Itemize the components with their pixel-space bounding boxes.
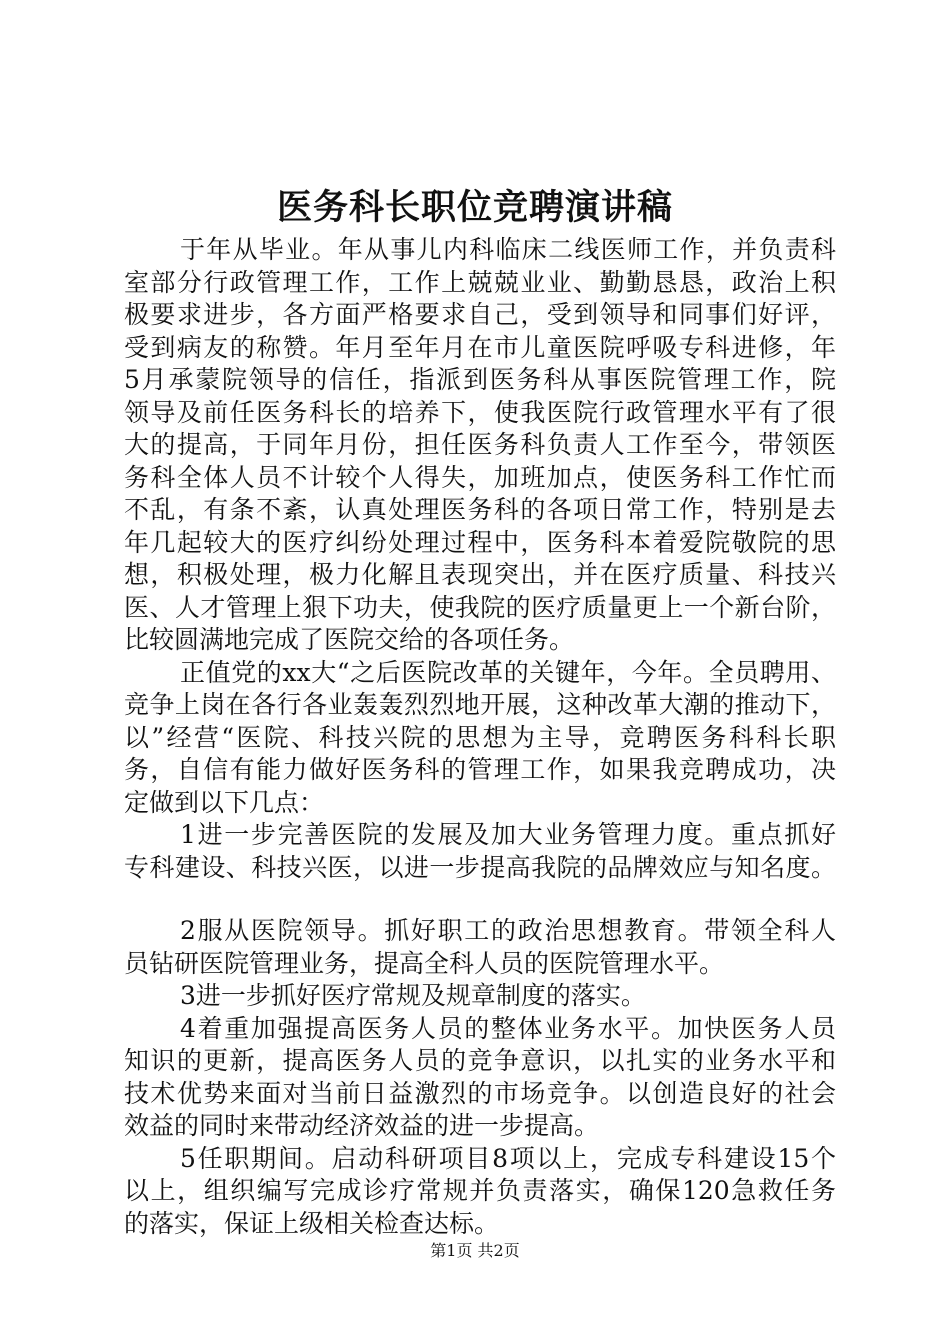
text-line: 领导及前任医务科长的培养下，使我医院行政管理水平有了很 [124, 397, 836, 427]
text-line: 的落实，保证上级相关检查达标。 [124, 1208, 500, 1238]
text-line: 极要求进步，各方面严格要求自己，受到领导和同事们好评， [124, 300, 836, 329]
text-line: 医、人才管理上狠下功夫，使我院的医疗质量更上一个新台阶， [124, 592, 836, 622]
document-body [124, 234, 836, 1240]
text-line: 不乱，有条不紊，认真处理医务科的各项日常工作，特别是去 [124, 495, 836, 524]
document-title: 医务科长职位竞聘演讲稿 [276, 187, 673, 228]
text-line: 3进一步抓好医疗常规及规章制度的落实。 [180, 981, 646, 1010]
text-line: 1进一步完善医院的发展及加大业务管理力度。重点抓好 [180, 820, 836, 849]
paragraph-gap [124, 884, 836, 915]
text-line: 2服从医院领导。抓好职工的政治思想教育。带领全科人 [180, 916, 836, 945]
text-line: 专科建设、科技兴医，以进一步提高我院的品牌效应与知名度。 [124, 852, 836, 882]
text-line: 5任职期间。启动科研项目8项以上，完成专科建设15个 [180, 1143, 836, 1173]
text-line: 定做到以下几点： [124, 787, 325, 817]
text-line: 受到病友的称赞。年月至年月在市儿童医院呼吸专科进修，年 [124, 332, 836, 362]
text-line: 以”经营“医院、科技兴院的思想为主导，竞聘医务科科长职 [124, 722, 836, 752]
text-line: 竞争上岗在各行各业轰轰烈烈地开展，这种改革大潮的推动下， [124, 690, 836, 719]
text-line: 于年从毕业。年从事儿内科临床二线医师工作，并负责科 [180, 235, 836, 264]
text-line: 大的提高，于同年月份，担任医务科负责人工作至今，带领医 [124, 430, 836, 459]
text-line: 务，自信有能力做好医务科的管理工作，如果我竞聘成功，决 [124, 755, 836, 784]
text-line: 室部分行政管理工作，工作上兢兢业业、勤勤恳恳，政治上积 [124, 267, 836, 297]
text-line: 知识的更新，提高医务人员的竞争意识，以扎实的业务水平和 [124, 1046, 836, 1075]
page-footer: 第1页 共2页 [430, 1241, 520, 1260]
text-line: 5月承蒙院领导的信任，指派到医务科从事医院管理工作，院 [124, 365, 836, 394]
text-line: 以上，组织编写完成诊疗常规并负责落实，确保120急救任务 [124, 1176, 836, 1205]
text-line: 年几起较大的医疗纠纷处理过程中，医务科本着爱院敬院的思 [124, 527, 836, 557]
text-line: 4着重加强提高医务人员的整体业务水平。加快医务人员 [180, 1013, 836, 1043]
text-line: 想，积极处理，极力化解且表现突出，并在医疗质量、科技兴 [124, 560, 836, 589]
text-line: 员钻研医院管理业务，提高全科人员的医院管理水平。 [124, 948, 725, 978]
text-line: 务科全体人员不计较个人得失，加班加点，使医务科工作忙而 [124, 462, 836, 492]
text-line: 技术优势来面对当前日益激烈的市场竞争。以创造良好的社会 [124, 1078, 836, 1108]
text-line: 效益的同时来带动经济效益的进一步提高。 [124, 1111, 600, 1140]
text-line: 正值党的xx大“之后医院改革的关键年，今年。全员聘用、 [180, 657, 836, 687]
text-line: 比较圆满地完成了医院交给的各项任务。 [124, 625, 575, 654]
